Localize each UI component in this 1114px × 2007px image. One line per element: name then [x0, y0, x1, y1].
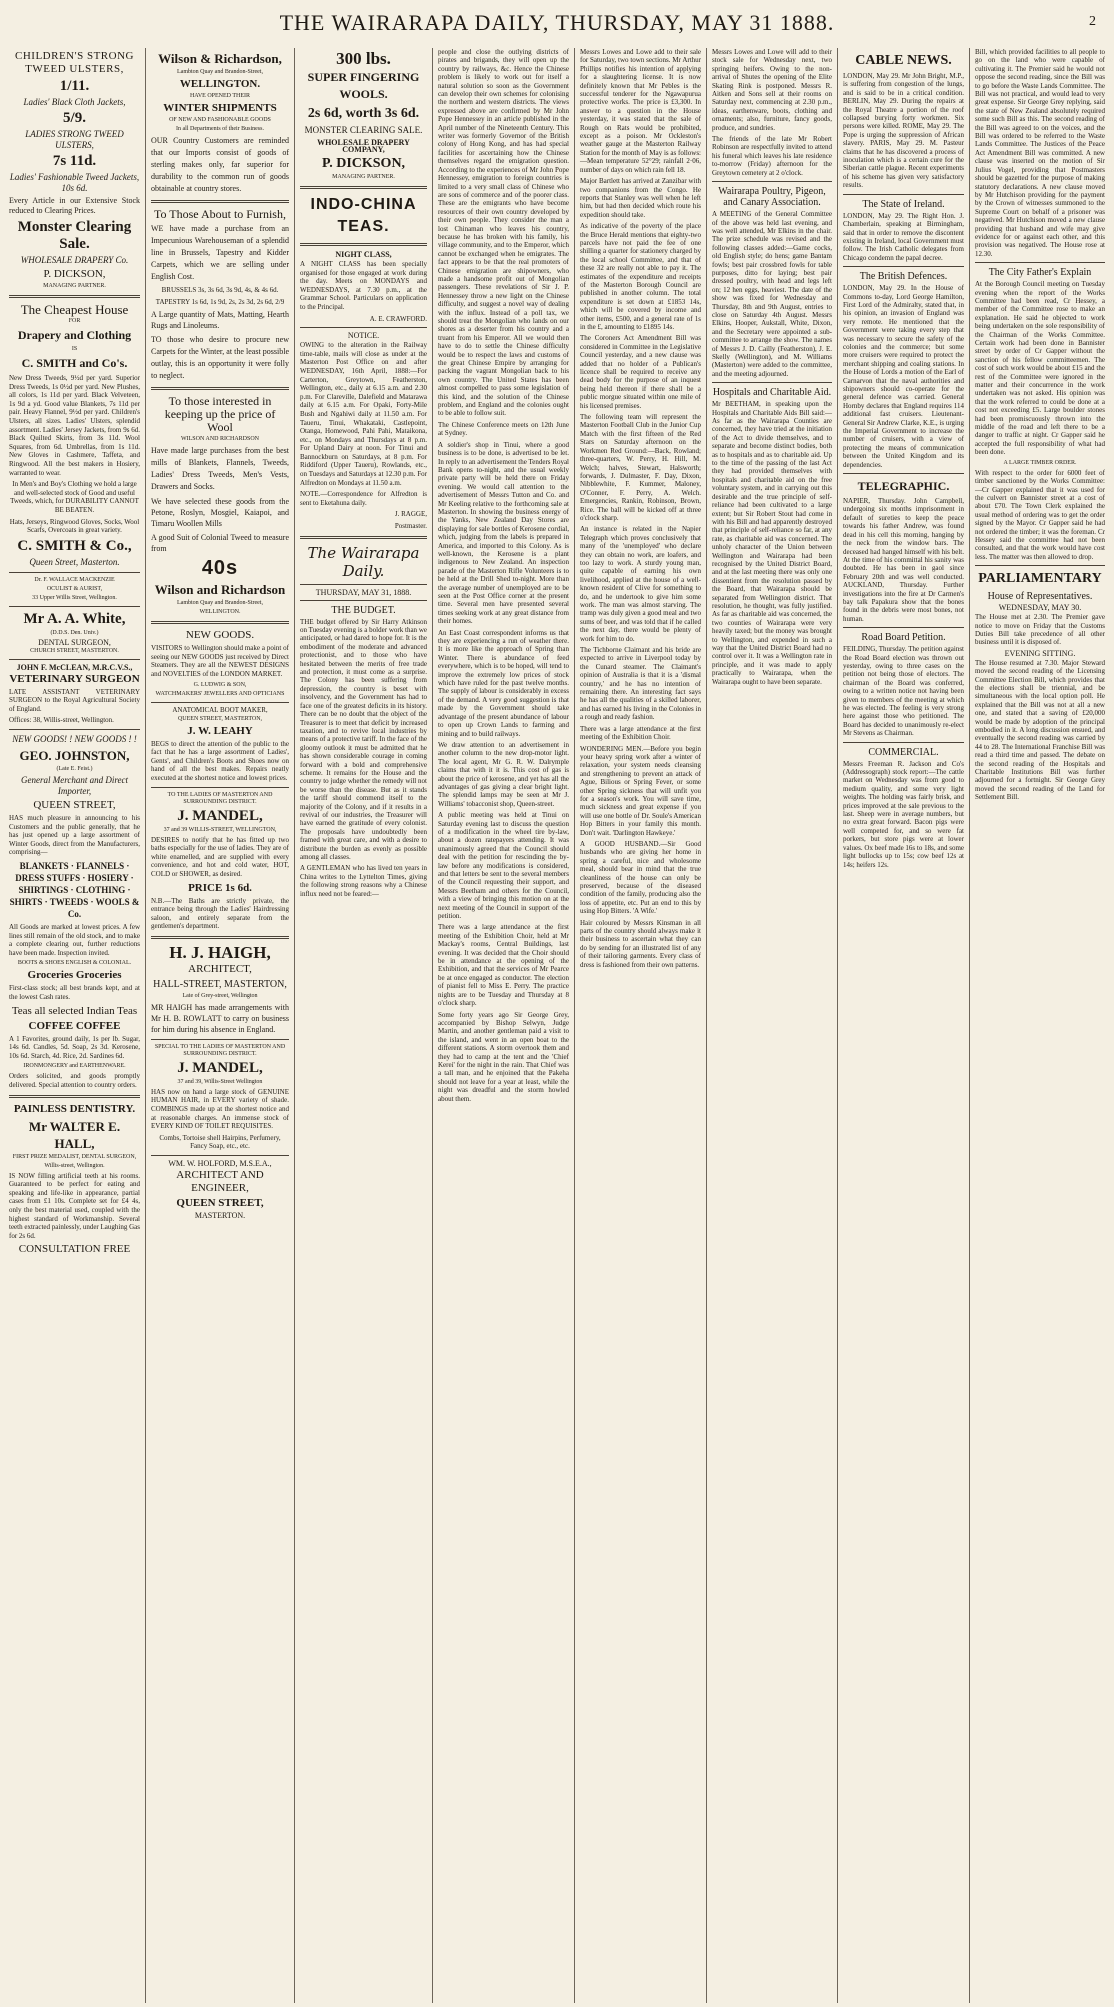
local-notes-9: As indicative of the poverty of the place the Bruce Herald mentions that eighty-two parcels have not paid the fee of one shilling a quarter for stationery charged by the local school Committee, and that of these 32 are really not able to pay it. The estimates of the expenditure and receipts of the Masterton Borough Council are published in another column. The total expenditure is set down at £1853 14s, which will be covered by income and other items, £500, and a general rate of 1s in the £, amounting to £1895 14s. — [580, 222, 701, 331]
ad-mandel-hair-body: HAS now on hand a large stock of GENUINE HUMAN HAIR, in EVERY variety of shade. COMBINGS made up at the shortest notice and at reasonable charges. An immense stock of EVERY KIND OF TOILET REQUISITES. — [151, 1087, 289, 1131]
ad-ulsters-title: CHILDREN'S STRONG TWEED ULSTERS, — [15, 50, 134, 75]
ad-furnish-head: To Those About to Furnish, — [154, 207, 286, 221]
ad-cheapest-for: FOR — [68, 318, 81, 324]
local-notes-15: Hair coloured by Messrs Kinsman in all parts of the country should always make it their business to ascertain what they can do by sending for an illustrated list of any of their tailoring garments. Every class of dress is fashioned from their own patterns. — [580, 918, 701, 969]
ad-wool-name: Wilson and Richardson — [154, 582, 286, 598]
ad-johnston-street: QUEEN STREET, — [33, 799, 116, 812]
ad-haigh-name: H. J. HAIGH, — [169, 942, 271, 962]
ad-ludwig-firm: G. LUDWIG & SON, — [193, 681, 247, 688]
ad-notice-name: J. RAGGE, — [394, 510, 427, 519]
ad-johnston-teas: Teas all selected Indian Teas — [11, 1004, 138, 1017]
local-notes-13: The Tichborne Claimant and his bride are expected to arrive in Liverpool today by the Cunard steamer. The Claimant's opinion of Australia is that it is a 'dismal country,' and he has no intention of remaining there. An interesting fact says he has all the qualities of a skilled laborer, and has earned his living in the Colonies in a rough and ready fashion. — [580, 646, 701, 722]
poultry-body: A MEETING of the General Committee of the above was held last evening, and was well attended, Mr Elkins in the chair. The prize schedule was revised and the following classes added:—Game cocks, old English style; do hens; game Bantam fowls; best pair crossbred fowls for table purposes, ditto for laying; best pair dressed poultry, with head and legs left on; 12 hen eggs, heaviest. The date of the show was fixed for Wednesday and Thursday, 8th and 9th August, entries to close on Saturday 4th August. Messrs Elkins, Hooper, Aukstall, White, Dixon, and the Secretary were appointed a sub-committee to arrange the show. The names of Messrs J. D. Cailly (Featherston), J. E. Skelly (Wellington), and M. Williams (Masterton) were added to the committee, and the meeting adjourned. — [712, 210, 832, 378]
column-6 — [707, 48, 838, 2003]
wondering-men-ad: WONDERING MEN.—Before you begin your heavy spring work after a winter of relaxation, your system needs cleansing and strengthening to prevent an attack of Ague, Bilious or Spring Fever, or some other Spring sickness that will unfit you for a season's work. You will save time, much sickness and great expense if you will use one bottle of Dr. Soule's American Hop Bitters in your family this month. Don't wait. 'Darlington Hawkeye.' — [580, 744, 701, 837]
ad-wool-head: To those interested in keeping up the price of Wool — [164, 394, 276, 435]
ad-fingering-name: P. DICKSON, — [321, 156, 406, 171]
ad-johnston-body-4: A 1 Favorites, ground daily, 1s per lb. Sugar, 14s 6d. Candles, 5d. Soap, 2s 3d. Kerosene, 10s 6d. Starch, 4d. Rice, 2d. Sardines 6d. — [9, 1034, 140, 1060]
ad-wilson-address: Lambton Quay and Brandon-Street, — [177, 69, 263, 75]
timber-order-heading: A LARGE TIMBER ORDER. — [1003, 459, 1077, 466]
ad-wilson-body: OUR Country Customers are reminded that our Imports consist of goods of sterling makes only, far superior for durability to the common run of goods obtainable at country stores. — [151, 136, 289, 193]
ad-furnish-body-2: A Large quantity of Mats, Matting, Hearth Rugs and Linoleums. — [151, 310, 289, 331]
commercial-body: Messrs Freeman R. Jackson and Co's (Addressograph) stock report:—The cattle market on Wednesday was from good to medium quality, and some very light weights. The holding was fairly brisk, and prices improved at the sale previous to the last. Sheep were in average numbers, but no extra great forward. Bacon pigs were well competed for, and so were fat porkers, but store pigs were at lower values. Ox beef made 16s to 18s, and some light bullocks up to 15s; cow beef 12s at 14s; heifers 12s. — [843, 759, 964, 869]
ad-furnish-body-3: TO those who desire to procure new Carpets for the Winter, at the least possible outlay, this is an opportunity it were folly to neglect. — [151, 335, 289, 381]
local-notes-5: There was a large attendance at the first meeting of the Exhibition Choir, held at Mr Mackay's rooms, Central Buildings, last evening. It was decided that the Choir should be in attendance at the opening of the Exhibition, and that the services of Mr Pearce be at once engaged as conductor. The election of pianist fell to Miss E. Perry. The practice nights are to be Tuesday and Thursday at 8 o'clock sharp. — [438, 923, 569, 1008]
local-notes-8: Major Bartlett has arrived at Zanzibar with two companions from the Congo. He reports that Stanley was well when he left him, but had then decided which route his expedition should take. — [580, 177, 701, 219]
ad-notice-body-2: NOTE.—Correspondence for Alfredton is sent to Eketahuna daily. — [300, 490, 427, 507]
ad-johnston-body-2: All Goods are marked at lowest prices. A few lines still remain of the old stock, and to make a complete clearing out, further reductions have been made. Inspection invited. — [9, 923, 140, 957]
ad-drapery-clothing: Drapery and Clothing — [17, 328, 132, 342]
ad-wilson-dept: In all Departments of their Business. — [176, 126, 264, 132]
ad-night-class-body: A NIGHT CLASS has been specially organised for those engaged at work during the day. Meets on MONDAYS and WEDNESDAYS, at 7.30 p.m., at the Grammar School. Particulars on application to the Principal. — [300, 260, 427, 311]
ad-white-name: Mr A. A. White, — [23, 610, 126, 627]
ad-fingering-head: 300 lbs. — [336, 49, 391, 68]
ad-holford-address: QUEEN STREET, — [176, 1197, 264, 1210]
ad-dickson-name: P. DICKSON, — [43, 268, 106, 280]
commercial-heading: COMMERCIAL. — [868, 746, 939, 758]
ad-night-class-head: NIGHT CLASS, — [335, 250, 392, 259]
ad-notice-role: Postmaster. — [394, 522, 427, 531]
ad-wilson-have: HAVE OPENED THEIR — [189, 93, 251, 99]
ad-jackets-line: Ladies' Black Cloth Jackets, — [23, 97, 126, 107]
column-1 — [4, 48, 146, 2003]
ad-monster-clearing-sale: Monster Clearing Sale. — [17, 219, 132, 252]
ad-haigh-role: ARCHITECT, — [188, 962, 252, 975]
ad-johnston-boots: BOOTS & SHOES ENGLISH & COLONIAL. — [17, 960, 132, 967]
ad-veterinary-surgeon: VETERINARY SURGEON — [9, 672, 140, 685]
land-bill-body: Bill, which provided facilities to all people to go on the land who were capable of cultivating it. The Premier said he would not oppose the second reading, since the Bill was to go before the Waste Lands Committee. The Bill was not practical, and would lead to very great expense. Sir George Grey replying, said the state of New Zealand absolutely required some such Bill as this. The second reading of the Bill was agreed to on the voices, and the Bill was ordered to be referred to the Waste Lands Committee. The Justices of the Peace Act Amendment Bill was committed. A new clause was inserted on the motion of Sir Julius Vogel, providing that Postmasters should be gazetted for the purpose of making statutory declarations. A new clause moved by Mr Hutchison providing for the payment by the Crown of witnesses summoned to the Supreme Court on behalf of a prisoner was negatived. Mr Hutchison moved a new clause providing that husband and wife may give evidence for or against each other, and this provision was negatived. The House rose at 12.30. — [975, 48, 1105, 258]
ad-johnston-coffee: COFFEE COFFEE — [28, 1019, 121, 1032]
column-7 — [838, 48, 970, 2003]
timber-order-body: With respect to the order for 6000 feet of timber sanctioned by the Works Committee:—Cr Gapper explained that it was used for the culvert on Bannister street at a cost of about £70. The Town Clerk explained the usual method of ordering was to get the order signed by the Mayor. Cr Gapper said he had not ordered the timber; it was the foreman. Cr Hessey said the committee had not been consulted, and that the work would have cost less. The matter was then allowed to drop. — [975, 468, 1105, 561]
ad-night-class-name: A. E. CRAWFORD. — [369, 314, 427, 323]
ad-tweed-ulsters-line: LADIES STRONG TWEED ULSTERS, — [25, 129, 124, 150]
local-notes-11: The following team will represent the Masterton Football Club in the Junior Cup Match with the first fifteen of the Red Stars on Saturday afternoon on the Workmen Red Ground:—Back, Rowland; three-quarters, W. Perry, H. Hill, M. Welch; halves, Stewart, Halsworth; forwards, J. Dulmaster, F. Day, Dixon, Nibblewhite, F. Kummer, Maloney, O'Conner, F. Perry, A. Welch. Emergencies, Rankin, Robinson, Brown, Rice. The ball will be kicked off at three o'clock sharp. — [580, 413, 701, 522]
ad-clearing-body: Every Article in our Extensive Stock reduced to Clearing Prices. — [9, 196, 140, 215]
ad-white-address: CHURCH STREET, MASTERTON. — [30, 647, 119, 654]
good-husband-ad: A GOOD HUSBAND.—Sir Good husbands who are giving her home in spring a careful, nice and wholesome meal, should bear in mind that the true cleanliness of the house can only be preserved, because of the diseased condition of the family, producing also the loss of appetite, etc. Put an end to this by using Hop Bitters. 'A Wife.' — [580, 839, 701, 916]
ad-haigh-body: MR HAIGH has made arrangements with Mr H. B. ROWLATT to carry on business for him during his absence in England. — [151, 1002, 289, 1034]
road-board-heading: Road Board Petition. — [861, 632, 946, 644]
ad-cheapest-is: IS — [71, 346, 78, 352]
city-fathers-heading: The City Father's Explain — [988, 267, 1092, 279]
ad-leahy-body: BEGS to direct the attention of the public to the fact that he has a large assortment of Ladies', Gents', and Children's Boots and Shoes now on hand of all the best makes. Repairs neatly executed at the shortest notice and lowest prices. — [151, 739, 289, 782]
column-5 — [575, 48, 707, 2003]
ad-ludwig-body: VISITORS to Wellington should make a point of seeing our NEW GOODS just received by Direct Steamers. They are all the NEWEST DESIGNS and NOVELTIES of the LONDON MARKET. — [151, 644, 289, 678]
ad-mcclean-body: LATE ASSISTANT VETERINARY SURGEON to the Royal Agricultural Society of England. — [9, 687, 140, 713]
local-notes-12: An instance is related in the Napier Telegraph which proves conclusively that many of the 'unemployed' who declare they can obtain no work, are loafers, and too lazy to work. A sturdy young man, quite capable of earning his own livelihood, applied at the house of a well-known resident of Clive for something to do, and he undertook to give him some work. The man was almost starving. The tramp was duly given a good meal and two sums of beer, and was told that if he called the next day, there would be plenty of work for him to do. — [580, 525, 701, 643]
ad-mcclean-address: Offices: 38, Willis-street, Wellington. — [9, 716, 114, 725]
local-notes-2: An East Coast correspondent informs us that they are experiencing a run of weather there. It is more like the approach of Spring than Winter. There is abundance of feed everywhere, which is to be hoped, will tend to improve the extremely low prices of stock which have ruled for the past twelve months. The supply of labour is considerably in excess of the demand. A very good suggestion is that made by the Government should take advantage of the present abundance of labour to open up Crown Lands to farming and mining and to build railways. — [438, 628, 569, 738]
letter-intro: A GENTLEMAN who has lived ten years in China writes to the Lyttelton Times, giving the following strong reasons why a Chinese influx need not be feared:— — [300, 864, 427, 898]
ad-smith-body-2: In Men's and Boy's Clothing we hold a large and well-selected stock of Good and useful Tweeds, which, for DURABILITY CANNOT BE BEATEN. — [10, 480, 139, 514]
chinese-conference-note: The Chinese Conference meets on 12th June at Sydney. — [438, 420, 569, 438]
ireland-heading: The State of Ireland. — [862, 198, 945, 210]
ad-johnston-body-5: Orders solicited, and goods promptly delivered. Special attention to country orders. — [9, 1072, 140, 1089]
ad-fingering-role: MANAGING PARTNER. — [332, 174, 395, 180]
ad-holford-role: ARCHITECT AND ENGINEER, — [176, 1169, 264, 1195]
ad-johnston-groceries: Groceries Groceries — [27, 969, 122, 982]
parliamentary-date: WEDNESDAY, MAY 30. — [998, 603, 1082, 613]
ad-mackenzie-name: Dr. F. WALLACE MACKENZIE — [34, 576, 115, 583]
hospitals-body: Mr BEETHAM, in speaking upon the Hospitals and Charitable Aids Bill said:—As far as the Wairarapa Counties are concerned, they have tried at the initiation of the Act to divide themselves, and to separate and become distinct bodies, both as to hospitals and as to charitable aid. Up to the time of the passing of the last Act they had provided themselves with hospitals and charitable aid on the free voluntary system, and in carrying out this desirable and the true principle of self-reliance had been cultivated to a large extent; but Sir Robert Stout had come in with his Bill and had apparently destroyed that principle of self-reliance so far, at any rate, as charitable aid was concerned. The unholy character of the Union between Wellington and Wairarapa had been recognised by the United District Board, and at the last meeting there was only one dissentient from the resolution passed by the Board, that Wairarapa should be separated from Wellington district. That resolution, he thought, was fully justified. As far as charitable aid was concerned, the two counties of Wairarapa were very heavily taxed; but the money was brought to Wellington, and expended in such a way that the United District Board had no control over it. It was a Wellington rate in principle, and it was made to apply practically to Wairarapa, when the Wairarapa ought to have been separate. — [712, 400, 832, 686]
ireland-body: LONDON, May 29. The Right Hon. J. Chamberlain, speaking at Birmingham, said that in order to remove the discontent existing in Ireland, local Government must follow. The Irish Catholic delegates from Chicago condemn the papal decree. — [843, 211, 964, 262]
evening-sitting-body: The House resumed at 7.30. Major Steward moved the second reading of the Licensing Committee Election Bill, which provides that the elections shall be triennial, and be simultaneous with the local option poll. He explained that the Bill was not at all a new one, and stated that a saving of £20,000 would be made by adoption of the principal embodied in it. A long discussion ensued, and eventually the second reading was carried by 44 to 28. The International Franchise Bill was read a third time and passed. The debate on the second reading of the Hospitals and Charitable Institutions Bill was further adjourned for a fortnight. Sir George Grey moved the second reading of the Land for Settlement Bill. — [975, 658, 1105, 802]
ad-wool-body-3: A good Suit of Colonial Tweed to measure from — [151, 533, 289, 554]
telegraphic-body: NAPIER, Thursday. John Campbell, undergoing six months imprisonment in default of sureties to keep the peace towards his father Andrew, was found dead in his cell this morning, hanging by the neck from the window bars. The deceased had hanged himself with his belt. At the time of his committal his sanity was doubted. He has been in gaol since February 20th and was well conducted. AUCKLAND, Thursday. Further investigations into the fire at Dr Carmen's bay talk Papakura show that the bones found in the debris were most bones, not human. — [843, 497, 964, 623]
poultry-heading: Wairarapa Poultry, Pigeon, and Canary Association. — [718, 186, 826, 209]
ad-wool-body-2: We have selected these goods from the Petone, Roslyn, Mosgiel, Kaiapoi, and Timaru Woollen Mills — [151, 497, 289, 529]
ad-hall-consultation: CONSULTATION FREE — [18, 1243, 131, 1256]
ad-dickson-role: MANAGING PARTNER. — [43, 283, 106, 289]
parliamentary-body: The House met at 2.30. The Premier gave notice to move on Friday that the Customs Duties Bill take precedence of all other business until it is disposed of. — [975, 613, 1105, 647]
ad-mandel-head: TO THE LADIES OF MASTERTON AND SURROUNDING DISTRICT. — [167, 791, 273, 805]
ad-smith-body: New Dress Tweeds, 9½d per yard. Superior Dress Tweeds, 1s 0½d per yard. New Plushes, all colors, 1s 11d per yard. Black Velveteen, 1s 9d a yd. Good value Blankets, 7s 11d per pair. Heavy Flannel, 9½d per yard. Children's Ulsters, all sizes. Ladies' Ulsters, splendid assortment. Ladies' Jersey Jackets, from 9s 6d. Black Quilted Skirts, from 3s 11d. Wool Squares, from 6d. Umbrellas, from 1s 11d. New Gloves in Cashmere, Taffeta, and Ringwood. All the best makers in Hosiery, warranted to wear. — [9, 374, 140, 477]
ad-fashionable-jackets: Ladies' Fashionable Tweed Jackets, 10s 6d. — [9, 172, 140, 193]
ad-wool-firm: WILSON AND RICHARDSON — [180, 436, 259, 443]
ad-mackenzie-role: OCULIST & AURIST, — [46, 585, 103, 592]
road-board-body: FEILDING, Thursday. The petition against the Road Board election was thrown out yesterday, owing to three cases on the petition not being those of electors. The chairman of the Board was conferred, owing to a written notice not having been given to members of the meeting at which he was elected. The feeling is very strong here against those who petitioned. The Board has decided to unanimously re-elect Mr Stevens as Chairman. — [843, 645, 964, 738]
ad-fingering-firm: WHOLESALE DRAPERY COMPANY, — [317, 138, 410, 154]
ad-johnston-late: (Late E. Feist.) — [56, 766, 93, 773]
ad-mandel-hair-head: SPECIAL TO THE LADIES OF MASTERTON AND SURROUNDING DISTRICT. — [154, 1043, 286, 1057]
ad-new-goods-ludwig: NEW GOODS. — [185, 629, 255, 642]
ad-hall-body: IS NOW filling artificial teeth at his rooms. Guaranteed to be perfect for eating and speaking and life-like in appearance, partial cases from £1 10s. Complete set for £4 4s, only the best material used, coupled with the highest standard of Workmanship. Several teeth extracted painlessly, under Laughing Gas for 2s 6d. — [9, 1171, 140, 1240]
local-notes-14: There was a large attendance at the first meeting of the Exhibition Choir. — [580, 724, 701, 742]
page-number: 2 — [1089, 14, 1096, 29]
ad-haigh-address: HALL-STREET, MASTERTON, — [153, 978, 287, 990]
local-notes-7: Messrs Lowes and Lowe add to their sale for Saturday, two town sections. Mr Arthur Phillips notifies his intention of applying for a slaughtering license. It is now definitely known that Mr Pebles is the successful tenderer for the Ngawapurua protective works. The price is £3,300. In answer to a question in the House yesterday, it was stated that the sale of Rough on Rats would be prohibited, except as a poison. Mr Ockleston's weather gauge at the Masterton Railway Station for the month of May is as follows:—Mean temperature 52°29; rainfall 2·06, number of days on which rain fell 18. — [580, 48, 701, 174]
cable-news-heading: CABLE NEWS. — [855, 53, 952, 68]
ad-boot-maker-address: QUEEN STREET, MASTERTON, — [177, 715, 263, 722]
evening-sitting-heading: EVENING SITTING. — [1004, 648, 1076, 658]
ad-johnston-name: GEO. JOHNSTON, — [19, 748, 130, 764]
parliamentary-sub: House of Representatives. — [987, 591, 1093, 603]
column-3 — [295, 48, 433, 2003]
masthead — [0, 0, 1114, 46]
local-notes-10: The Coroners Act Amendment Bill was considered in Committee in the Legislative Council yesterday, and a new clause was added that no holder of a Publican's licence shall be required to receive any dead body for the purpose of an inquest being held thereon if there shall be a public morgue situated within one mile of his licensed premises. — [580, 334, 701, 410]
ad-notice-head: NOTICE. — [347, 331, 380, 341]
local-notes-1: A soldier's shop in Tinui, where a good business is to be done, is advertised to be let. In reply to an advertisement the Tenders Royal Bank opens to-night, and the usual weekly private party will be held there on Friday evening. We would call attention to the advertisement of Messrs Tutton and Co. and Mr Keeling relative to the forthcoming sale at Masterton. In showing the business energy of the Yanks, New Zealand Day Stores are displaying for sale bottles of Kerosene cordial, which, judging from the labels is prepared in America, and imported to this Colony. As is well-known, the Kerosene is a plant indigenous to New Zealand. An inspection parade of the Masterton Rifle Volunteers is to be held at the Drill Shed to-night. More than the average number of unemployed are to be seen at the Post Office corner at the present time. Several men have presented several times seeking work at any great distance from their homes. — [438, 440, 569, 626]
ad-wilson-sub: OF NEW AND FASHIONABLE GOODS — [169, 117, 271, 123]
ad-johnston-ironmongery: IRONMONGERY and EARTHENWARE. — [23, 1063, 126, 1070]
ad-wool-price: 40s — [201, 557, 239, 580]
ad-smith-name-2: C. SMITH & Co., — [17, 537, 132, 554]
ad-holford-name: WM. W. HOLFORD, M.S.E.A., — [168, 1159, 272, 1169]
ad-mandel-hair-name: J. MANDEL, — [177, 1059, 263, 1076]
ad-johnston-list: BLANKETS · FLANNELS · DRESS STUFFS · HOSIERY · SHIRTINGS · CLOTHING · SHIRTS · TWEEDS · WOOLS & Co. — [9, 861, 140, 920]
ad-new-goods-head: NEW GOODS! ! NEW GOODS ! ! — [12, 734, 137, 745]
column-4 — [433, 48, 575, 2003]
ad-wilson-city: WELLINGTON. — [179, 78, 261, 90]
ad-mandel-name: J. MANDEL, — [177, 807, 263, 824]
ad-white-sub: DENTAL SURGEON, — [38, 637, 111, 647]
ad-boot-maker-head: ANATOMICAL BOOT MAKER, — [172, 705, 268, 714]
paper-name: The Wairarapa Daily. — [307, 543, 420, 580]
ad-haigh-late: Late of Grey-street, Wellington — [182, 992, 258, 999]
ad-johnston-role: General Merchant and Direct Importer, — [20, 775, 129, 797]
ad-wool-city: WELLINGTON. — [199, 609, 241, 616]
ad-johnston-body-3: First-class stock; all best brands kept, and at the lowest Cash rates. — [9, 984, 140, 1001]
ad-cheapest-house: The Cheapest House — [20, 302, 129, 317]
local-notes-6: Some forty years ago Sir George Grey, accompanied by Bishop Selwyn, Judge Martin, and another gentleman paid a visit to the island, and went in an open boat to the different stations. A storm overtook them and they had to camp at the tent and the 'Chief Kerei' for the night in the rain. That Chief was a tall man, and he enjoined that the Pakeha should not leave for a year at least, while the night was dreadful and the storm howled about them. — [438, 1010, 569, 1103]
hospitals-heading: Hospitals and Charitable Aid. — [712, 387, 832, 399]
ad-wholesale-drapery: WHOLESALE DRAPERY Co. — [20, 255, 129, 265]
local-notes-16: Messrs Lowes and Lowe will add to their stock sale for Wednesday next, two springing heifers. Owing to the non-arrival of Shutes the opening of the Elite Skating Rink is postponed. Messrs R. Aitken and Sons sell at their rooms on Saturday next, commencing at 2.30 p.m., ideas, earthenware, boots, clothing and ornaments; also, furniture, fancy goods, produce, and sundries. — [712, 48, 832, 132]
ad-wilson-name: Wilson & Richardson, — [158, 51, 282, 66]
defences-body: LONDON, May 29. In the House of Commons to-day, Lord George Hamilton, First Lord of the Admiralty, stated that, in his opinion, an invasion of England was very remote. He mentioned that the Government were taking every step that was necessary to secure the safety of the colonies and the commerce; but some more cruisers were required to protect the merchant shipping and coaling stations. In the House of Lords a motion of the Earl of Carnarvon that the naval authorities and shipowners should co-operate for the general defence was carried. General Hornby declares that England requires 114 additional fast cruisers. Lieutenant-General Sir Andrew Clarke, K.E., is urging the Imperial Government to increase the number of cruisers, with a view of protecting the means of communication between the United Kingdom and its dependencies. — [843, 284, 964, 469]
local-notes-4: A public meeting was held at Tinui on Saturday evening last to discuss the question of a modification in the wheel tire by-law, about a dozen ratepayers attending. It was unanimously agreed that the Council should deal with the petition for rescinding the by-law before any modifications is considered, and that letters be sent to the several members of the Council requesting their support, and Messrs Beetham and others for the Council, with a view of bringing this motion on at the next meeting of the Council in support of the petition. — [438, 811, 569, 921]
parliamentary-heading: PARLIAMENTARY — [978, 571, 1102, 587]
ad-fingering-sale: MONSTER CLEARING SALE. — [304, 125, 423, 135]
ad-hall-role: FIRST PRIZE MEDALIST, DENTAL SURGEON, — [12, 1153, 137, 1160]
ad-fingering-price: 2s 6d, worth 3s 6d. — [307, 106, 420, 121]
ad-hall-address: Willis-street, Wellington. — [44, 1162, 105, 1169]
ad-furnish-tapestry: TAPESTRY 1s 6d, 1s 9d, 2s, 2s 3d, 2s 6d, 2/9 — [155, 297, 285, 306]
ad-mackenzie-address: 33 Upper Willis Street, Wellington. — [32, 594, 117, 601]
ad-mandel-hair-address: 37 and 39, Willis-Street Wellington — [177, 1078, 263, 1085]
ad-winter-shipments: WINTER SHIPMENTS — [163, 102, 277, 114]
ad-holford-city: MASTERTON. — [194, 1211, 246, 1221]
ad-jackets-price: 5/9. — [63, 110, 86, 126]
ad-furnish-brussels: BRUSSELS 3s, 3s 6d, 3s 9d, 4s, & 4s 6d. — [161, 286, 279, 294]
column-2 — [146, 48, 295, 2003]
local-notes-3: We draw attention to an advertisement in another column to the new drop-motor light. The local agent, Mr G. R. W. Dalrymple claims that with it it is. This cost of gas is about the price of kerosene, and yet has all the advantages of gas giving a clear bright light. The splendid lamps may be seen at Mr J. Williams' tobacconist shop, Queen-street. — [438, 740, 569, 808]
ad-hall-name: Mr WALTER E. HALL, — [28, 1118, 121, 1151]
ad-notice-body: OWING to the alteration in the Railway time-table, mails will close as under at the Masterton Post Office on and after WEDNESDAY, 16th April, 1888:—For Carterton, Greytown, Featherston, Wellington, etc., daily at 6.15 a.m. and 2.30 p.m. For Clareville, Dalefield and Matarawa daily at 6.15 a.m. For Opaki, Forty-Mile Bush and Ngahiwi daily at 11.50 a.m. For Taueru, Tinui, Whakataki, Castlepoint, Otanga, Homewood, Pahi Pahi, Mataikona, etc., on Mondays and Thursdays at 8 p.m. For Upland Dairy at noon. For Tinui and Bannockburn on Saturdays, at 8 p.m. For Riddiford (Upper Taueru), Rowlands, etc., on Tuesdays and Saturdays at 12.30 p.m. For Alfredton on Mondays at 11.50 a.m. — [300, 341, 427, 487]
ad-smith-name: C. SMITH and Co's. — [21, 356, 128, 370]
defences-heading: The British Defences. — [859, 271, 948, 283]
ad-furnish-body: WE have made a purchase from an Impecunious Warehouseman of a splendid line in Brussels, Tapestry and Kidder Carpets, which we are selling under English Cost. — [151, 224, 289, 281]
budget-body: THE budget offered by Sir Harry Atkinson on Tuesday evening is a bolder work than we anticipated, or had dared to hope for. It is the embodiment of the moderate and advanced protectionist, and to those who have hesitated between the merits of free trade and protection, it must come as a surprise. The Colony has been suffering from depression, the country is beset with insolvency, and the Government has had to face one of the greatest deficits in its history. There can be no doubt that the object of the Treasurer is to meet that deficit by increased taxation, and to revive local industries by means of a protective tariff. In the face of the gloomy outlook it must be admitted that he has shown considerable courage in coming forward with a bold and comprehensive scheme. It remains for the House and the country to judge whether the remedy will not be worse than the disease. But as it stands the tariff should commend itself to the majority of the Colony, and if it results in a revival of our industries, the Treasurer will have earned the gratitude of every colonist. The proposals have undoubtedly been framed with great care, and with a desire to distribute the burden as evenly as possible among all classes. — [300, 617, 427, 861]
city-fathers-body: At the Borough Council meeting on Tuesday evening when the report of the Works Committee had been read, Cr Hessey, a member of the Committee rose to make an explanation. He said he objected to work being undertaken on the sole responsibility of the Chairman of the Works Committee. Certain work had been done in Bannister street by order of Cr Gapper without the sanction of his fellow committeemen. The cost of such work would be about £15 and the rest of the Committee were ignored in the matter and their concurrence in the work undertaken was not asked. His opinion was that the work referred to could be done at a cost not exceeding £5. Large boulder stones had been promiscuously thrown into the middle of the road and left there to be a danger to traffic at night. Cr Gapper said he accepted the full responsibility of what had been done. — [975, 280, 1105, 457]
cable-news-body: LONDON, May 29. Mr John Bright, M.P., is suffering from congestion of the lungs, and is said to be in a critical condition. BERLIN, May 29. During the repairs at the Royal Theatre a portion of the roof collapsed burying forty workmen. Six persons were killed. ROME, May 29. The Pope is urging the suppression of African slavery. PARIS, May 29. M. Pasteur claims that he has discovered a process of inoculation which is a certain cure for the Siberian cattle plague. Recent experiments of his scheme has given very satisfactory results. — [843, 72, 964, 190]
ad-johnston-body: HAS much pleasure in announcing to his Customers and the public generally, that he has just opened up a large assortment of Winter Goods, direct from the Manufacturers, comprising— — [9, 814, 140, 857]
budget-heading: THE BUDGET. — [331, 604, 396, 616]
paper-date: THURSDAY, MAY 31, 1888. — [315, 587, 412, 597]
ad-mandel-hair-body-2: Combs, Tortoise shell Hairpins, Perfumery, Fancy Soap, etc., etc. — [159, 1133, 281, 1151]
ad-mandel-price: PRICE 1s 6d. — [188, 881, 252, 894]
chinese-article-body: people and close the outlying districts of pirates and brigands, they will open up the country by railways, &c. Hence the Chinese problem is likely to work out for itself a natural solution so soon as the Government can develop their own schemes for colonising the northern and western districts. The views expressed above are confirmed by Mr John Pope Hennessey in an article published in the April number of the Nineteenth Century. This writer was formerly Governor of the British colony of Hong Kong, and has had special facilities for ascertaining how the Chinese themselves regard the emigration question. According to the experiences of Mr John Pope Hennessey, emigration to foreign countries is limited to a very small class of Chinese who are sons of commerce and of the poorer class. These are the emigrants who have become resources of their own country developed by their own people. They consider the man a lost Chinaman who leaves his country, because he has broken with his family, his village community, and to the Emperor, which cannot be exchanged when he emigrates. The fact appears to be that the real promoters of Chinese emigration are shipowners, who made a handsome profit out of Mongolian passengers. These revelations of Sir J. P. Hennessey throw a new light on the Chinese difficulty, and suggest a novel way of dealing with the influx. Instead of a poll tax, we should treat the Mongolian who lands on our shores as a deserter from his country and a truant from his Emperor. All we would then have to do to settle the Chinese difficulty would be to respect the laws and customs of the great Chinese Empire by arranging for packing the vagrant Mongolian back to his own country. The United States has been almost compelled to pass some legislation of this kind, and the solution of the Chinese problem, and England and the colonies ought to be able to follow suit. — [438, 48, 569, 418]
ad-wool-address: Lambton Quay and Brandon-Street, — [177, 600, 263, 607]
telegraphic-heading: TELEGRAPHIC. — [857, 479, 950, 494]
ad-wool-body: Have made large purchases from the best mills of Blankets, Flannels, Tweeds, Ladies' Dress Tweeds, Men's Vests, Drawers and Socks. — [151, 446, 289, 492]
local-notes-17: The friends of the late Mr Robert Robinson are respectfully invited to attend his funeral which leaves his late residence to-morrow (Friday) afternoon for the Greytown cemetery at 2 o'clock. — [712, 135, 832, 177]
ad-indo-china-teas: INDO-CHINA TEAS. — [310, 196, 417, 235]
ad-painless-dentistry: PAINLESS DENTISTRY. — [13, 1102, 136, 1115]
ad-smith-address: Queen Street, Masterton. — [29, 556, 120, 567]
ad-smith-body-3: Hats, Jerseys, Ringwood Gloves, Socks, Wool Scarfs, Overcoats in great variety. — [9, 517, 140, 535]
ad-mandel-body: DESIRES to notify that he has fitted up two baths especially for the use of ladies. They are of white enamelled, and are supplied with every convenience, and hot and cold water, HOT, COLD or SHOWER, as desired. — [151, 835, 289, 878]
ad-fingering-sub: SUPER FINGERING WOOLS. — [307, 70, 420, 101]
column-8 — [970, 48, 1110, 2003]
ad-mcclean-name: JOHN F. McCLEAN, M.R.C.V.S., — [16, 662, 133, 672]
ad-leahy-name: J. W. LEAHY — [187, 724, 253, 737]
ad-white-role: (D.D.S. Den. Univ.) — [50, 629, 99, 636]
ad-tweed-ulsters-price: 7s 11d. — [52, 153, 97, 169]
ad-mandel-body-2: N.B.—The Baths are strictly private, the entrance being through the Ladies' Hairdressing saloon, and entirely separate from the gentlemen's department. — [151, 896, 289, 931]
masthead-title: THE WAIRARAPA DAILY, THURSDAY, MAY 31 1888. — [279, 10, 835, 35]
ad-ulsters-price-1: 1/11. — [59, 78, 90, 94]
ad-mandel-address: 37 and 39 WILLIS-STREET, WELLINGTON, — [163, 826, 277, 833]
ad-ludwig-role: WATCHMAKERS' JEWELLERS AND OPTICIANS — [155, 690, 285, 697]
newspaper-columns — [4, 48, 1110, 2003]
